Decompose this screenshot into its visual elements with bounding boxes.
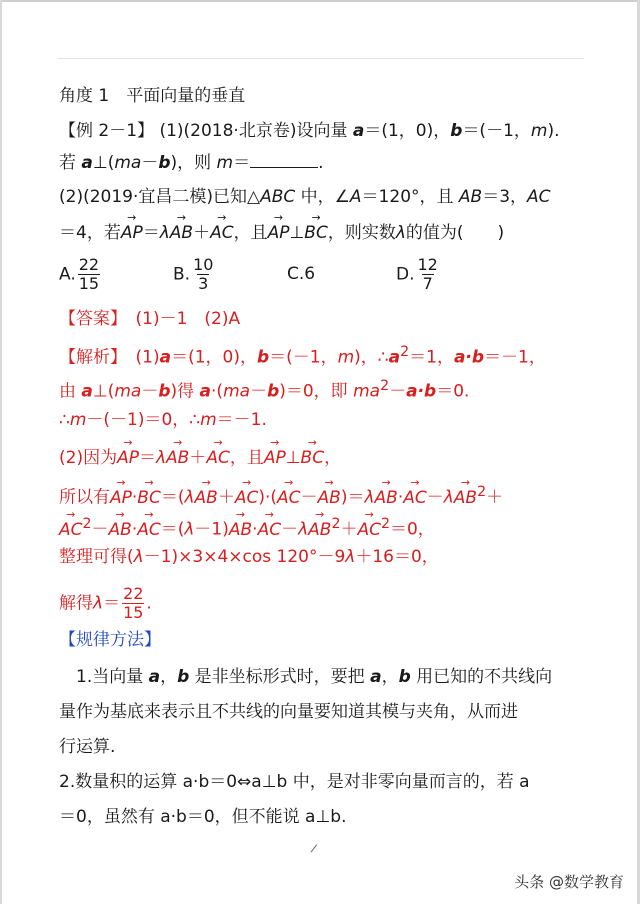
text: ⊥ <box>289 223 305 243</box>
lambda: λ <box>159 223 170 243</box>
vector-a: a <box>370 667 382 687</box>
vector-b: b <box>398 667 411 687</box>
solution-tag: 【解析】 <box>59 347 119 368</box>
text: )得 <box>170 381 200 402</box>
solution-line-3 <box>59 408 267 432</box>
vector-AP: → AP <box>121 221 143 245</box>
option-text: C.6 <box>287 264 316 284</box>
text: 2.数量积的运算 a·b＝0⇔a⊥b 中，是对非零向量而言的，若 a <box>59 772 530 792</box>
method-line-4 <box>59 770 530 794</box>
vector-AC: → AC <box>206 446 230 470</box>
text: ＝120°，且 <box>361 187 459 207</box>
text: －1)×3×4×cos 120°－9 <box>143 547 346 567</box>
dot-product: a·b <box>453 347 485 368</box>
vector-AB: → AB <box>318 486 341 510</box>
vector-AB: → AB <box>229 518 252 542</box>
denominator: 3 <box>198 274 209 293</box>
text: － <box>91 519 109 540</box>
text: ＝ <box>103 593 121 614</box>
text: ＝3， <box>482 187 528 207</box>
vector-AC: → AC <box>277 486 301 510</box>
text: ， <box>160 667 178 687</box>
vector-AC: → AC <box>403 486 427 510</box>
text: ，且 <box>229 448 264 468</box>
expr: ma <box>223 381 251 402</box>
method-line-1 <box>59 665 552 689</box>
text: ＝1， <box>409 347 454 368</box>
vector-AB: → AB <box>166 446 189 470</box>
vector-a: a <box>81 381 93 402</box>
text: ＝( <box>160 487 185 508</box>
lambda: λ <box>443 487 454 508</box>
text: ＝－1， <box>484 347 546 368</box>
var-m: m <box>200 410 217 430</box>
example-line-3 <box>59 185 551 209</box>
vector-BC: → BC <box>137 486 161 510</box>
text: ＋16＝0， <box>355 547 439 567</box>
text: ＋ <box>486 487 504 508</box>
text: ＋ <box>217 487 235 508</box>
exponent: 2 <box>400 344 410 360</box>
answer-line <box>59 307 240 331</box>
segment: AC <box>527 187 551 207</box>
text: ). <box>547 121 560 141</box>
example-tag: 【例 2－1】 <box>59 121 155 141</box>
lambda: λ <box>133 547 144 567</box>
vector-AB: → AB <box>109 518 132 542</box>
fraction <box>78 256 100 293</box>
vector-a: a <box>148 667 161 687</box>
text: ＝0. <box>436 381 470 402</box>
text: ＝0，虽然有 a·b＝0，但不能说 a⊥b. <box>59 807 347 827</box>
answer-blank <box>250 151 318 168</box>
lambda: λ <box>184 519 195 540</box>
text: ＝(－1， <box>462 121 531 141</box>
angle-var: A <box>349 187 362 207</box>
text: ＋ <box>193 223 211 243</box>
answer-text: (1)－1 (2)A <box>118 309 241 329</box>
denominator: 15 <box>123 603 144 622</box>
text: (2)因为 <box>59 448 118 468</box>
text: ，则实数 <box>327 223 396 243</box>
expr: ma <box>114 153 142 173</box>
vector-AC: → AC <box>357 518 381 542</box>
vector-a: a <box>199 381 212 402</box>
text: － <box>389 381 407 402</box>
text: 量作为基底来表示且不共线的向量要知道其模与夹角，从而进 <box>59 702 518 722</box>
denominator: 7 <box>422 274 433 293</box>
lambda: λ <box>364 487 375 508</box>
method-heading <box>59 628 161 652</box>
text: ， <box>324 448 342 468</box>
vector-AP: → AP <box>110 486 132 510</box>
text: 用已知的不共线向 <box>410 667 553 687</box>
option-label: B. <box>173 264 191 285</box>
vector-a: a <box>388 347 401 368</box>
text: ＝－1. <box>216 410 267 430</box>
option-d <box>396 256 441 293</box>
var-m: m <box>69 410 87 430</box>
text: － <box>300 487 318 508</box>
text: － <box>281 519 299 540</box>
text: ＝0， <box>389 519 435 540</box>
vector-b: b <box>450 121 463 141</box>
vector-AB: → AB <box>170 221 193 245</box>
watermark: 头条 @数学教育 <box>514 873 624 891</box>
fraction <box>417 256 439 293</box>
text: －(－1)＝0，∴ <box>86 410 201 430</box>
expr: ma <box>353 381 381 402</box>
vector-b: b <box>256 347 270 368</box>
text: 中，∠ <box>295 187 350 207</box>
var-m: m <box>530 121 548 141</box>
vector-AC: → AC <box>137 518 161 542</box>
text: ＝(1，0)， <box>171 347 257 368</box>
top-border <box>0 0 640 2</box>
text: )·( <box>258 487 278 508</box>
method-tag: 【规律方法】 <box>59 630 161 650</box>
vector-AC: → AC <box>210 221 234 245</box>
text: ， <box>381 667 399 687</box>
vector-BC: → BC <box>304 221 328 245</box>
exponent: 2 <box>82 516 92 532</box>
text: 行运算. <box>59 737 116 757</box>
text: ∴ <box>59 410 70 430</box>
lambda: λ <box>184 487 195 508</box>
exponent: 2 <box>331 516 341 532</box>
text: ＝(1，0)， <box>364 121 451 141</box>
text: ＝4，若 <box>59 223 121 243</box>
method-line-2 <box>59 700 518 724</box>
vector-BC: → BC <box>301 446 325 470</box>
cursor-mark-icon: / <box>309 841 318 856</box>
vector-b: b <box>158 381 171 402</box>
top-divider <box>58 58 584 59</box>
solution-line-2 <box>59 374 469 404</box>
fraction <box>192 256 214 293</box>
lambda: λ <box>345 547 356 567</box>
heading-text: 角度 1 平面向量的垂直 <box>59 86 246 106</box>
fraction <box>122 585 144 622</box>
expr: ma <box>114 381 142 402</box>
text: · <box>397 487 404 508</box>
text: －1) <box>194 519 229 540</box>
lambda: λ <box>298 519 309 540</box>
text: － <box>426 487 444 508</box>
numerator: 22 <box>123 584 144 603</box>
text: 解得 <box>59 593 93 614</box>
vector-AB: → AB <box>195 486 218 510</box>
option-a <box>59 256 102 293</box>
vector-AB: → AB <box>308 518 331 542</box>
vector-AC: → AC <box>258 518 282 542</box>
vector-a: a <box>159 347 172 368</box>
text: (1)(2018·北京卷)设向量 <box>154 121 353 141</box>
lambda: λ <box>93 593 104 614</box>
text: － <box>250 381 268 402</box>
vector-AC: → AC <box>235 486 259 510</box>
text: ＝ <box>142 223 160 243</box>
text: ·( <box>211 381 224 402</box>
solution-line-7 <box>59 545 439 569</box>
text: 若 <box>59 153 82 173</box>
text: ＝( <box>160 519 185 540</box>
vector-a: a <box>81 153 93 173</box>
text: (2)(2019·宜昌二模)已知△ <box>59 187 261 207</box>
text: ⊥( <box>92 381 115 402</box>
vector-AB: → AB <box>454 486 477 510</box>
text: · <box>252 519 258 540</box>
text: 整理可得( <box>59 547 134 567</box>
vector-AP: → AP <box>268 221 290 245</box>
text: ⊥( <box>92 153 115 173</box>
text: － <box>141 153 159 173</box>
text: (1) <box>118 347 160 368</box>
left-border <box>0 0 2 904</box>
solution-line-1 <box>59 340 546 370</box>
text: · <box>131 519 138 540</box>
vector-a: a <box>352 121 365 141</box>
text: ⊥ <box>285 448 301 468</box>
lambda: λ <box>155 448 167 468</box>
lambda: λ <box>395 223 406 243</box>
dot-product: a·b <box>406 381 437 402</box>
numerator: 12 <box>417 255 438 274</box>
text: ＝(－1， <box>269 347 338 368</box>
text: ＋ <box>189 448 207 468</box>
example-line-1 <box>59 119 560 143</box>
section-heading <box>59 84 245 108</box>
exponent: 2 <box>380 378 390 394</box>
vector-b: b <box>177 667 190 687</box>
vector-AP: → AP <box>117 446 139 470</box>
text: ＝ <box>233 153 251 173</box>
denominator: 15 <box>78 274 100 293</box>
solution-line-6 <box>59 512 435 542</box>
option-label: D. <box>396 264 415 285</box>
option-label: A. <box>59 264 76 285</box>
text: · <box>131 487 138 508</box>
text: 的值为( ) <box>405 223 505 243</box>
numerator: 22 <box>78 255 100 274</box>
vector-b: b <box>158 153 171 173</box>
solution-line-5 <box>59 480 503 510</box>
method-line-3 <box>59 735 115 759</box>
method-line-5 <box>59 805 346 829</box>
text: )＝0，即 <box>279 381 354 402</box>
answer-tag: 【答案】 <box>59 309 119 329</box>
vector-b: b <box>267 381 280 402</box>
vector-AC: → AC <box>59 518 83 542</box>
example-line-2 <box>59 151 324 175</box>
text: )，∴ <box>354 347 389 368</box>
example-line-4 <box>59 221 504 245</box>
vector-AP: → AP <box>264 446 286 470</box>
text: － <box>141 381 159 402</box>
vector-AB: → AB <box>375 486 398 510</box>
text: . <box>318 153 324 173</box>
text: 由 <box>59 381 82 402</box>
text: ，且 <box>233 223 268 243</box>
solution-line-4 <box>59 446 341 470</box>
text: 1.当向量 <box>59 667 149 687</box>
option-c <box>287 262 315 286</box>
segment: AB <box>458 187 483 207</box>
solution-line-8 <box>59 585 152 622</box>
text: . <box>146 593 152 614</box>
text: )，则 <box>170 153 217 173</box>
numerator: 10 <box>193 255 214 274</box>
text: 是非坐标形式时，要把 <box>189 667 371 687</box>
text: ＋ <box>340 519 358 540</box>
var-m: m <box>216 153 234 173</box>
exponent: 2 <box>477 484 487 500</box>
option-b <box>173 256 216 293</box>
triangle-name: ABC <box>260 187 296 207</box>
var-m: m <box>337 347 355 368</box>
text: )＝ <box>340 487 365 508</box>
exponent: 2 <box>380 516 390 532</box>
text: 所以有 <box>59 487 110 508</box>
text: ＝ <box>138 448 156 468</box>
